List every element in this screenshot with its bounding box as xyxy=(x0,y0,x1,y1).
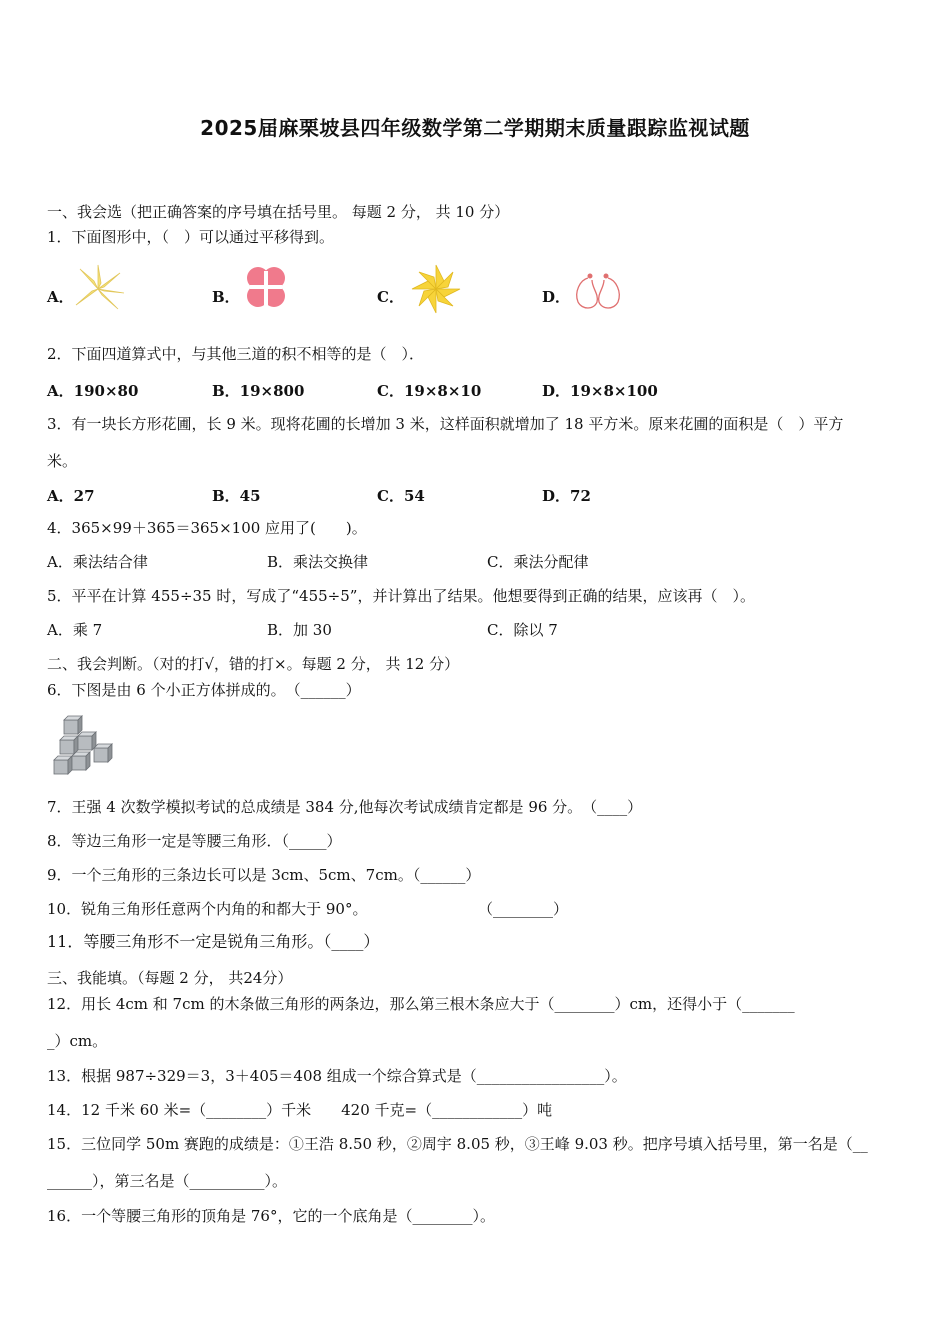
q1-option-c: C． xyxy=(377,288,404,306)
question-6: 6．下图是由 6 个小正方体拼成的。 （______） xyxy=(47,681,361,699)
question-12: 12．用长 4cm 和 7cm 的木条做三角形的两条边，那么第三根木条应大于（________）cm，还得小于（_______ xyxy=(47,995,795,1013)
q2-option-b: B．19×800 xyxy=(212,382,305,400)
q2-option-a: A．190×80 xyxy=(47,382,139,400)
section-heading-3: 三、我能填。（每题 2 分， 共24分） xyxy=(47,969,293,987)
question-3-continued: 米。 xyxy=(47,452,78,470)
question-15: 15．三位同学 50m 赛跑的成绩是：①王浩 8.50 秒，②周宇 8.05 秒，③王峰 9.03 秒。把序号填入括号里，第一名是（__ xyxy=(47,1135,868,1153)
q4-option-c: C．乘法分配律 xyxy=(487,553,589,571)
pinwheel-icon xyxy=(70,263,126,315)
q1-option-b: B． xyxy=(212,288,240,306)
q5-option-a: A．乘 7 xyxy=(47,621,103,639)
q2-option-d: D．19×8×100 xyxy=(542,382,658,400)
q2-option-c: C．19×8×10 xyxy=(377,382,482,400)
question-10: 10．锐角三角形任意两个内角的和都大于 90°。 xyxy=(47,900,368,918)
q5-option-b: B．加 30 xyxy=(267,621,332,639)
q4-option-a: A．乘法结合律 xyxy=(47,553,148,571)
question-8: 8．等边三角形一定是等腰三角形．（_____） xyxy=(47,832,342,850)
question-5: 5．平平在计算 455÷35 时，写成了“455÷5”，并计算出了结果。他想要得到正确的结果，应该再（ ）。 xyxy=(47,587,755,605)
question-3: 3．有一块长方形花圃，长 9 米。现将花圃的长增加 3 米，这样面积就增加了 18 平方米。原来花圃的面积是（ ）平方 xyxy=(47,415,844,433)
swan-pair-icon xyxy=(570,268,626,312)
question-4: 4．365×99＋365＝365×100 应用了( )。 xyxy=(47,519,367,537)
question-7: 7．王强 4 次数学模拟考试的总成绩是 384 分,他每次考试成绩肯定都是 96 分。 （____） xyxy=(47,798,643,816)
flower-icon xyxy=(240,263,292,313)
q1-option-d: D． xyxy=(542,288,571,306)
question-14: 14．12 千米 60 米=（________）千米 420 千克=（____________）吨 xyxy=(47,1101,553,1119)
question-11: 11．等腰三角形不一定是锐角三角形。（____） xyxy=(47,932,380,951)
q3-option-d: D．72 xyxy=(542,487,591,505)
question-16: 16．一个等腰三角形的顶角是 76°，它的一个底角是（________）。 xyxy=(47,1207,495,1225)
star-pinwheel-icon xyxy=(410,263,462,315)
q3-option-c: C．54 xyxy=(377,487,425,505)
question-13: 13．根据 987÷329＝3，3＋405＝408 组成一个综合算式是（_________________）。 xyxy=(47,1067,627,1085)
q4-option-b: B．乘法交换律 xyxy=(267,553,369,571)
question-2: 2．下面四道算式中，与其他三道的积不相等的是（ ）． xyxy=(47,345,425,363)
section-heading-2: 二、我会判断。（对的打√，错的打×。每题 2 分， 共 12 分） xyxy=(47,655,460,673)
q1-option-a: A． xyxy=(47,288,74,306)
question-9: 9．一个三角形的三条边长可以是 3cm、5cm、7cm。（______） xyxy=(47,866,481,884)
q5-option-c: C．除以 7 xyxy=(487,621,558,639)
q3-option-b: B．45 xyxy=(212,487,261,505)
q3-option-a: A．27 xyxy=(47,487,95,505)
section-heading-1: 一、我会选（把正确答案的序号填在括号里。 每题 2 分， 共 10 分） xyxy=(47,203,510,221)
question-10-blank: （________） xyxy=(478,900,569,918)
question-1: 1．下面图形中，（ ）可以通过平移得到。 xyxy=(47,228,335,246)
page-title: 2025届麻栗坡县四年级数学第二学期期末质量跟踪监视试题 xyxy=(200,116,750,140)
question-12-continued: _）cm。 xyxy=(47,1032,108,1050)
cube-stack-icon xyxy=(50,712,120,778)
question-15-continued: ______），第三名是（__________）。 xyxy=(47,1172,288,1190)
